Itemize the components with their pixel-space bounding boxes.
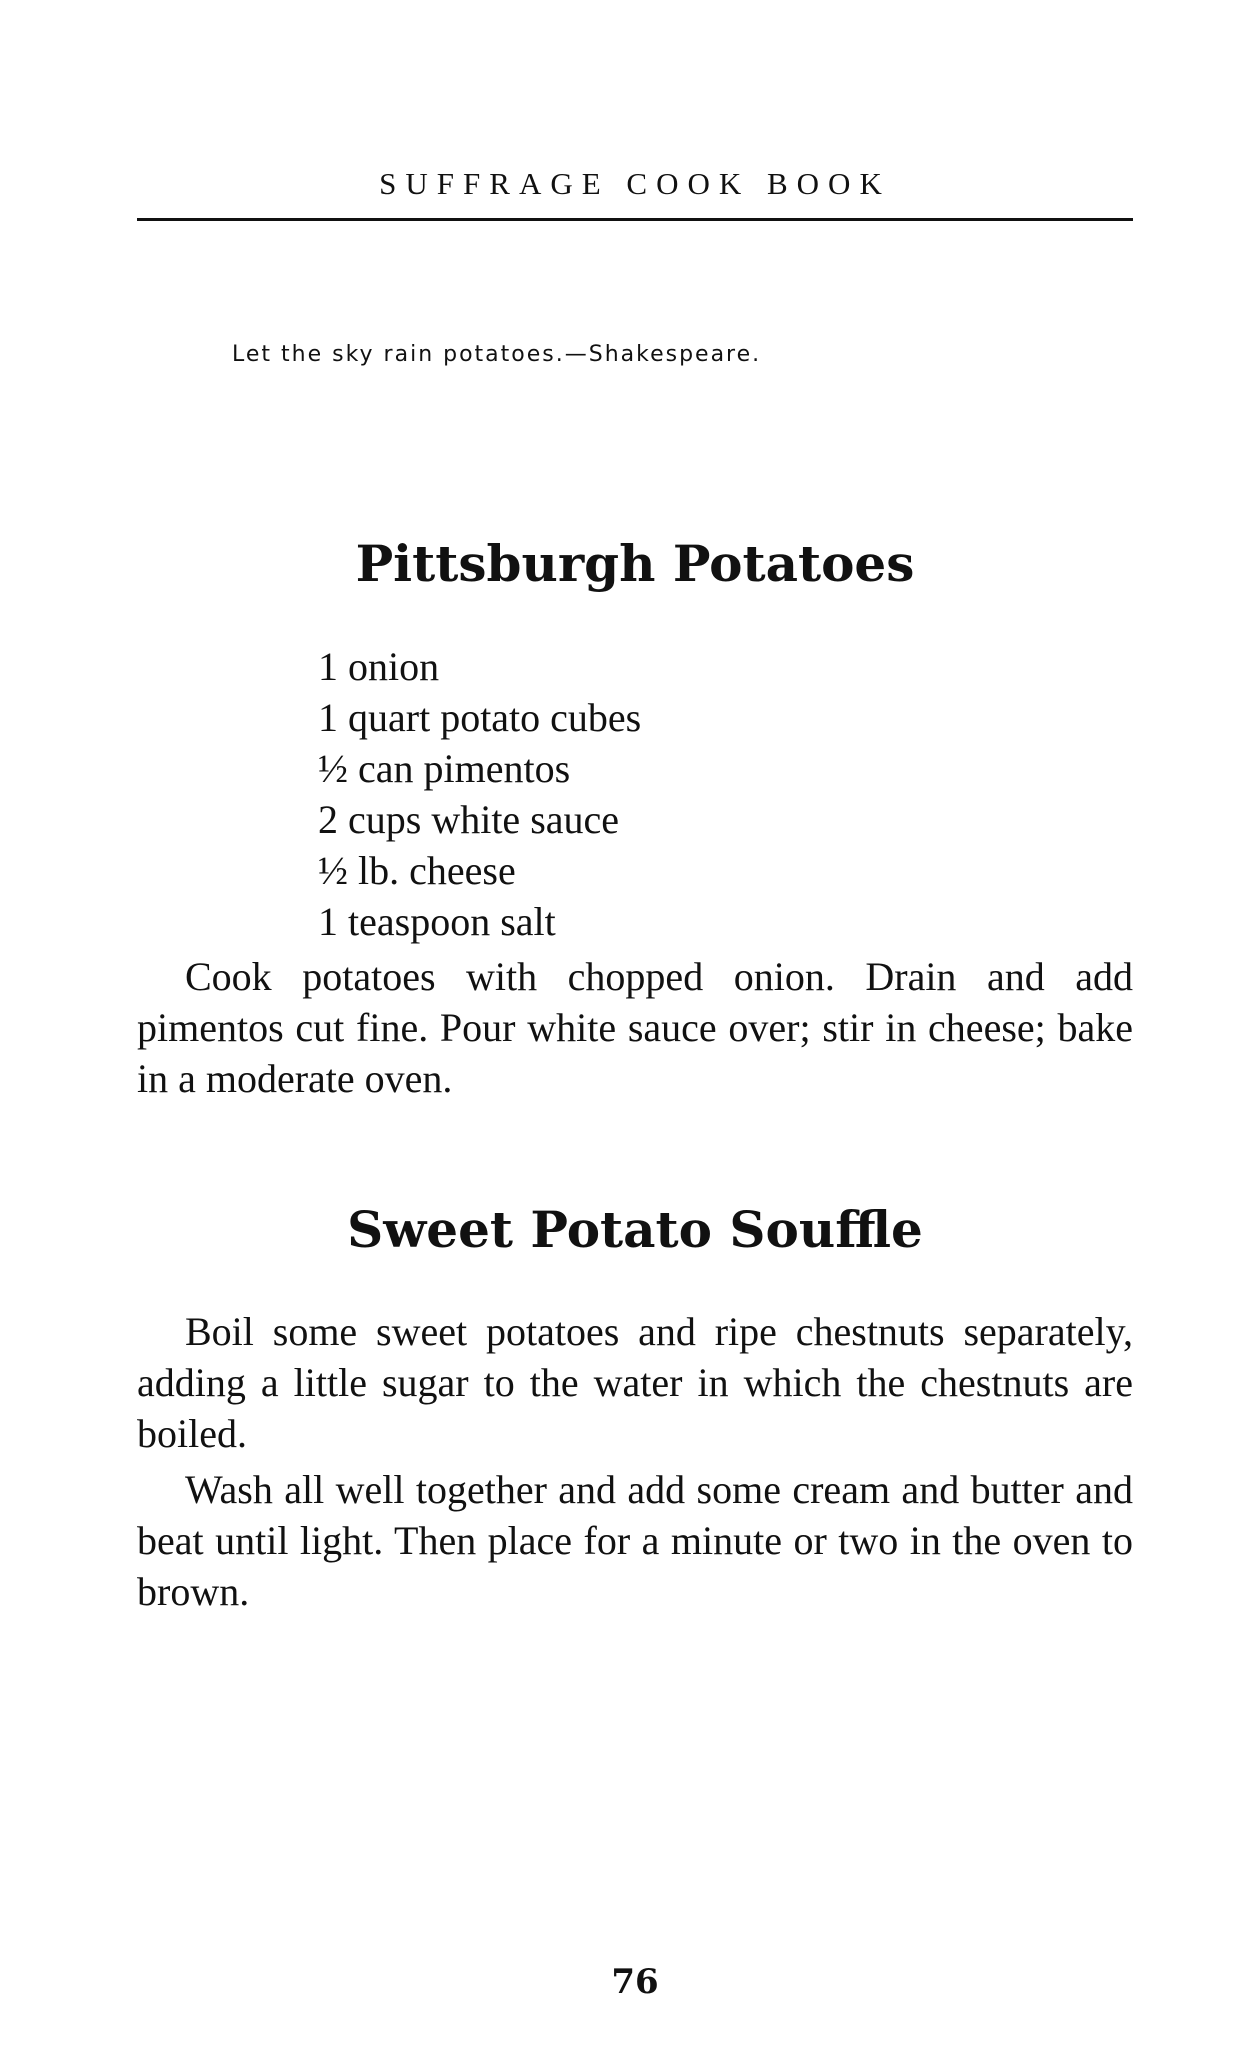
ingredient-item: ½ lb. cheese [318,848,516,893]
header-rule [137,218,1133,221]
ingredient-item: ½ can pimentos [318,746,571,791]
ingredient-item: 1 teaspoon salt [318,899,556,944]
ingredient-item: 1 onion [318,644,440,689]
recipe-instructions: Boil some sweet potatoes and ripe chestnuts separately, adding a little sugar to the water in which the chestnuts are boiled. [137,1309,1133,1456]
recipe-title-pittsburgh-potatoes: Pittsburgh Potatoes [355,534,915,593]
recipe-title-sweet-potato-souffle: Sweet Potato Souffle [347,1200,923,1259]
recipe-instructions: Wash all well together and add some cream and butter and beat until light. Then place for a minute or two in the oven to brown. [137,1467,1133,1614]
ingredient-list [318,641,641,947]
page-number: 76 [611,1962,659,2002]
running-head: SUFFRAGE COOK BOOK [379,166,891,201]
recipe-instructions: Cook potatoes with chopped onion. Drain and add pimentos cut fine. Pour white sauce over; stir in cheese; bake in a moderate oven. [137,954,1133,1101]
epigraph-quote: Let the sky rain potatoes.—Shakespeare. [232,342,762,367]
ingredient-item: 2 cups white sauce [318,797,620,842]
ingredient-item: 1 quart potato cubes [318,695,642,740]
